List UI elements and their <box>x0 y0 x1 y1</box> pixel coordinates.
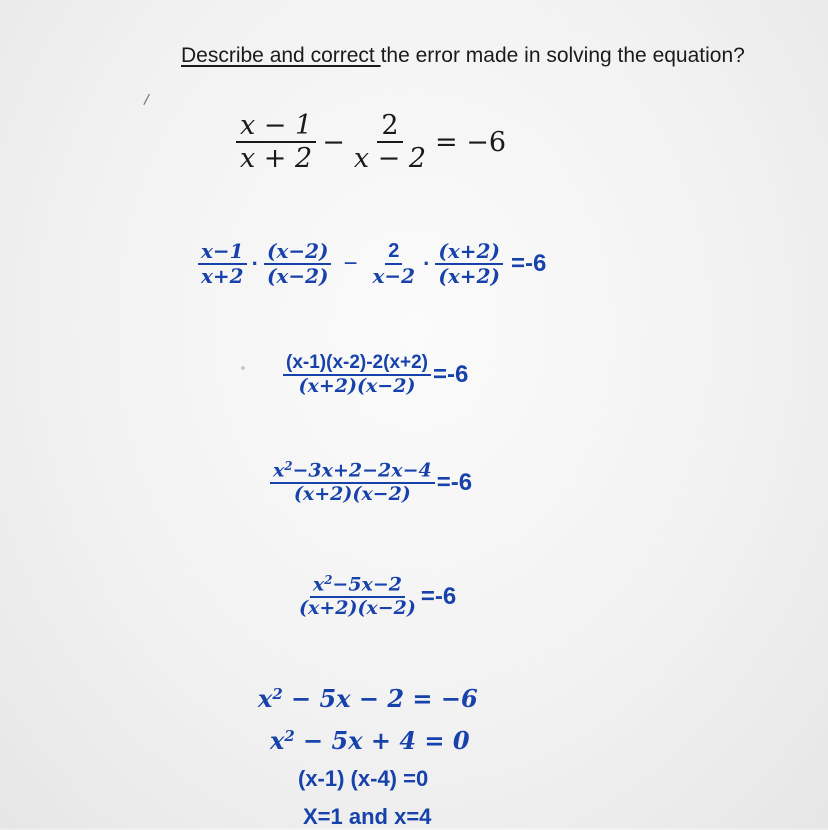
given-fraction-2 <box>351 110 429 174</box>
step-4 <box>296 574 456 620</box>
s3-num-b: −3x+2−2x−4 <box>292 459 432 482</box>
s1-rhs: =-6 <box>510 250 547 277</box>
given-equation <box>236 110 506 174</box>
line-quadratic-1 <box>258 684 478 713</box>
s1-n4: (x+2) <box>435 240 503 265</box>
s1-frac-3 <box>369 240 418 288</box>
given-fraction-1 <box>236 110 316 174</box>
given-den-2: x − 2 <box>353 143 427 175</box>
heading-underlined: Describe and correct <box>181 44 381 67</box>
s1-frac-2 <box>264 240 332 288</box>
l2-exp: 2 <box>284 726 295 745</box>
s4-num-a: x <box>312 573 325 596</box>
s1-d2: (x−2) <box>266 264 329 288</box>
l1-exp: 2 <box>272 684 283 703</box>
s1-dot-1: · <box>251 251 259 276</box>
line-quadratic-2 <box>270 726 470 755</box>
s3-num <box>270 460 435 484</box>
s1-frac-4 <box>435 240 503 288</box>
s4-rhs: =-6 <box>420 583 457 611</box>
s3-rhs: =-6 <box>436 469 473 497</box>
s2-frac <box>283 352 431 398</box>
s3-den: (x+2)(x−2) <box>293 483 411 506</box>
s1-d4: (x+2) <box>438 264 500 288</box>
s1-d3: x−2 <box>372 264 416 288</box>
given-rhs: = −6 <box>435 126 507 158</box>
given-num-2: 2 <box>377 110 402 143</box>
s1-minus: − <box>343 250 358 277</box>
s4-frac <box>296 574 419 620</box>
l1-b: − 5x − 2 = −6 <box>282 684 478 713</box>
line-solutions: X=1 and x=4 <box>303 804 432 829</box>
s3-num-exp: 2 <box>284 459 293 473</box>
given-operator: − <box>322 126 345 158</box>
s2-rhs: =-6 <box>433 360 469 388</box>
given-den-1: x + 2 <box>240 143 313 175</box>
paper-speck <box>241 366 245 370</box>
s2-num: (x-1)(x-2)-2(x+2) <box>283 352 431 376</box>
s1-frac-1 <box>198 240 247 288</box>
l2-b: − 5x + 4 = 0 <box>294 726 470 755</box>
s1-n2: (x−2) <box>264 240 332 265</box>
s2-den: (x+2)(x−2) <box>298 374 416 397</box>
step-2 <box>283 352 468 398</box>
heading-rest: the error made in solving the equation? <box>380 44 745 67</box>
s3-num-a: x <box>273 459 285 482</box>
s4-num-exp: 2 <box>324 573 333 587</box>
given-num-1: x − 1 <box>236 110 316 143</box>
s4-den: (x+2)(x−2) <box>299 597 416 620</box>
l2-a: x <box>270 726 285 755</box>
s1-d1: x+2 <box>201 264 244 288</box>
s4-num-b: −5x−2 <box>332 573 403 596</box>
line-factored: (x-1) (x-4) =0 <box>298 766 429 791</box>
question-heading <box>181 44 745 68</box>
step-1 <box>198 240 546 288</box>
step-3 <box>270 460 472 506</box>
s3-frac <box>270 460 435 506</box>
s4-num <box>310 574 405 598</box>
s1-n3: 2 <box>385 240 402 265</box>
s1-n1: x−1 <box>198 240 247 265</box>
l1-a: x <box>258 684 273 713</box>
s1-dot-2: · <box>423 251 431 276</box>
pencil-mark: / <box>142 91 151 110</box>
